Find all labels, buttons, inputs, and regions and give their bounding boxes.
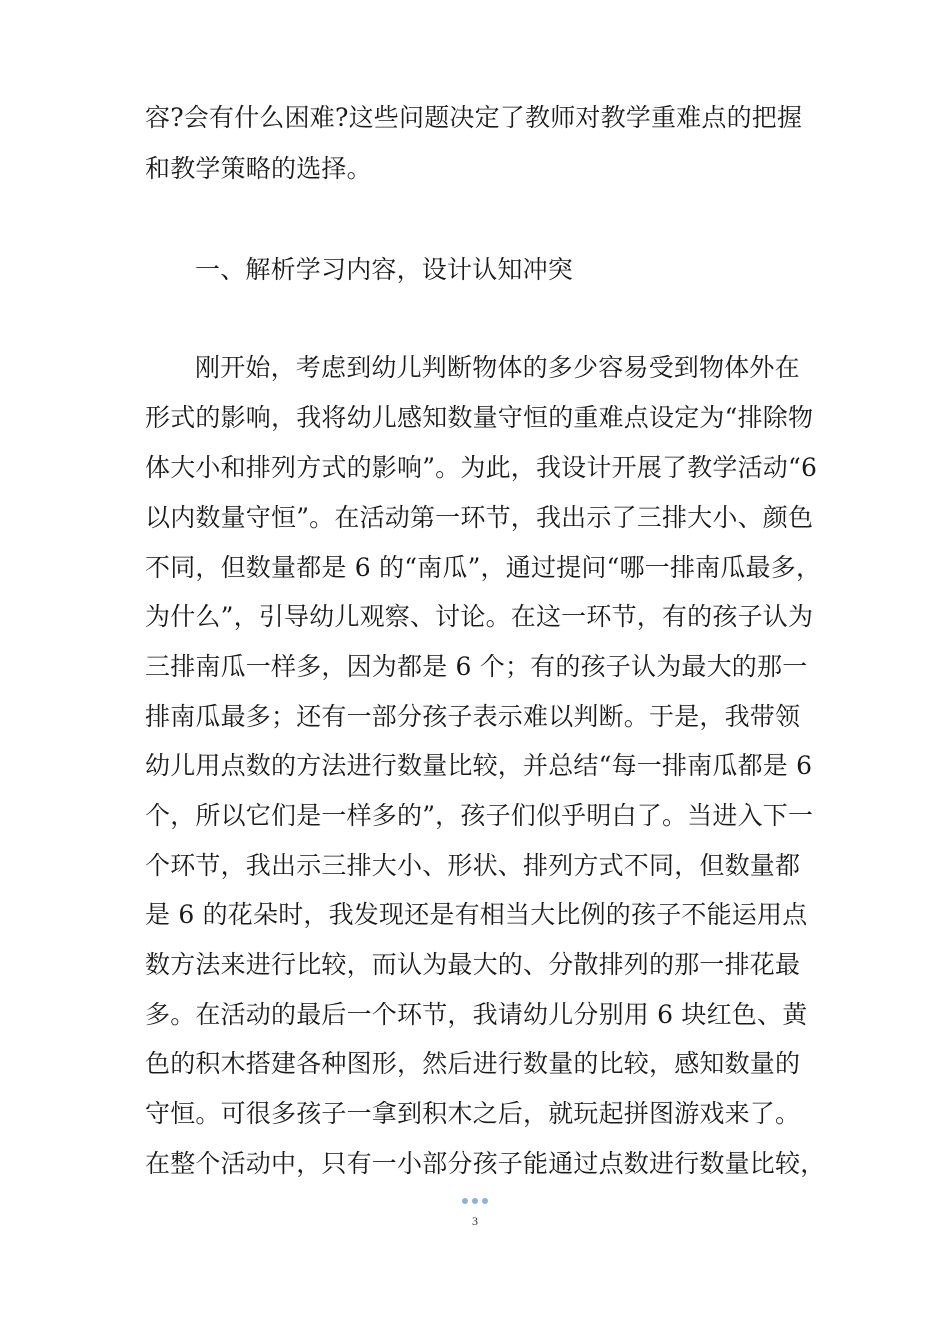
body-line: 在整个活动中，只有一小部分孩子能通过点数进行数量比较， <box>145 1149 826 1178</box>
page-footer <box>0 1198 950 1229</box>
dot <box>482 1198 488 1204</box>
body-line: 排南瓜最多；还有一部分孩子表示难以判断。于是，我带领 <box>145 702 801 731</box>
body-line: 刚开始，考虑到幼儿判断物体的多少容易受到物体外在 <box>195 353 800 382</box>
body-line: 多。在活动的最后一个环节，我请幼儿分别用 6 块红色、黄 <box>145 1000 808 1029</box>
intro-line: 容?会有什么困难?这些问题决定了教师对教学重难点的把握 <box>145 103 803 132</box>
body-line: 形式的影响，我将幼儿感知数量守恒的重难点设定为“排除物 <box>145 403 814 432</box>
section-heading: 一、解析学习内容，设计认知冲突 <box>195 255 574 284</box>
body-line: 以内数量守恒”。在活动第一环节，我出示了三排大小、颜色 <box>145 503 814 532</box>
dot <box>472 1198 478 1204</box>
body-line: 色的积木搭建各种图形，然后进行数量的比较，感知数量的 <box>145 1049 801 1078</box>
body-line: 个，所以它们是一样多的”，孩子们似乎明白了。当进入下一 <box>145 801 814 830</box>
body-line: 是 6 的花朵时，我发现还是有相当大比例的孩子不能运用点 <box>145 900 808 929</box>
body-line: 数方法来进行比较，而认为最大的、分散排列的那一排花最 <box>145 950 801 979</box>
page-dots-icon <box>0 1198 950 1208</box>
body-line: 体大小和排列方式的影响”。为此，我设计开展了教学活动“6 <box>145 453 818 482</box>
intro-line: 和教学策略的选择。 <box>145 154 372 183</box>
page-number: 3 <box>472 1214 478 1228</box>
body-line: 不同，但数量都是 6 的“南瓜”，通过提问“哪一排南瓜最多， <box>145 553 822 582</box>
body-line: 为什么”，引导幼儿观察、讨论。在这一环节，有的孩子认为 <box>145 602 814 631</box>
body-line: 守恒。可很多孩子一拿到积木之后，就玩起拼图游戏来了。 <box>145 1099 801 1128</box>
body-line: 三排南瓜一样多，因为都是 6 个；有的孩子认为最大的那一 <box>145 652 808 681</box>
body-line: 个环节，我出示三排大小、形状、排列方式不同，但数量都 <box>145 851 801 880</box>
dot <box>462 1198 468 1204</box>
body-line: 幼儿用点数的方法进行数量比较，并总结“每一排南瓜都是 6 <box>145 751 813 780</box>
